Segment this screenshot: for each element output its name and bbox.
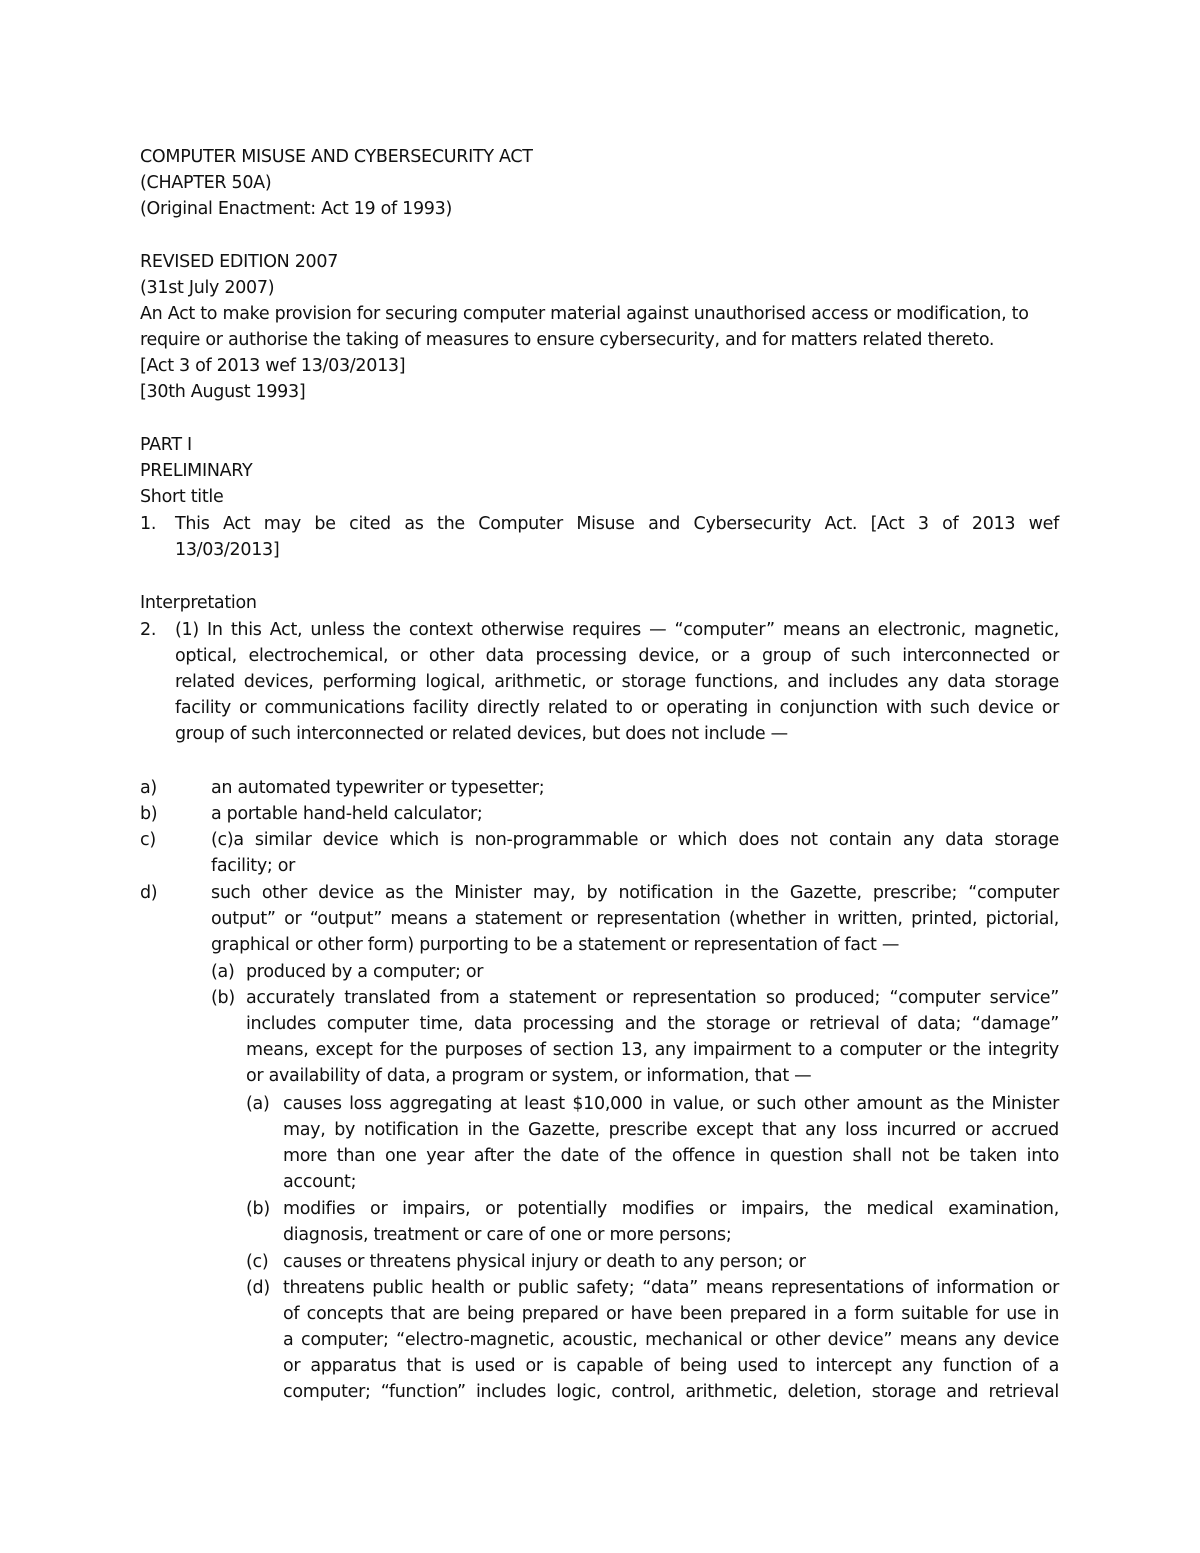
act-title: COMPUTER MISUSE AND CYBERSECURITY ACT [140, 147, 533, 167]
list-item-text: graphical or other form) purporting to be a statement or representation of fact — [211, 935, 900, 955]
subsub-item-label: (c) [246, 1252, 269, 1272]
list-item-text: facility; or [211, 856, 296, 876]
subsub-item-text: a computer; “electro-magnetic, acoustic, mechanical or other device” means any device [283, 1330, 1059, 1350]
list-item-text: an automated typewriter or typesetter; [211, 778, 545, 798]
subsub-item-text: computer; “function” includes logic, control, arithmetic, deletion, storage and retrieval [283, 1382, 1059, 1402]
subsub-item-text: may, by notification in the Gazette, prescribe except that any loss incurred or accrued [283, 1120, 1059, 1140]
chapter-number: (CHAPTER 50A) [140, 173, 272, 193]
edition-date: (31st July 2007) [140, 278, 275, 298]
sub-item-text: means, except for the purposes of section 13, any impairment to a computer or the integrity [246, 1040, 1059, 1060]
subsub-item-label: (a) [246, 1094, 270, 1114]
section-text-line: optical, electrochemical, or other data processing device, or a group of such interconnected or [175, 646, 1059, 666]
part-name: PRELIMINARY [140, 461, 253, 481]
subsub-item-text: or apparatus that is used or is capable of being used to intercept any function of a [283, 1356, 1059, 1376]
section-text-line: facility or communications facility directly related to or operating in conjunction with such device or [175, 698, 1059, 718]
section-heading: Short title [140, 487, 224, 507]
subsub-item-text: more than one year after the date of the offence in question shall not be taken into [283, 1146, 1059, 1166]
section-text-line: related devices, performing logical, arithmetic, or storage functions, and includes any data storage [175, 672, 1059, 692]
list-item-text: such other device as the Minister may, by notification in the Gazette, prescribe; “computer [211, 883, 1059, 903]
subsub-item-text: diagnosis, treatment or care of one or more persons; [283, 1225, 732, 1245]
list-item-label: a) [140, 778, 157, 798]
sub-item-text: or availability of data, a program or system, or information, that — [246, 1066, 812, 1086]
list-item-label: d) [140, 883, 158, 903]
subsub-item-text: causes loss aggregating at least $10,000 in value, or such other amount as the Minister [283, 1094, 1059, 1114]
sub-item-text: accurately translated from a statement or representation so produced; “computer service” [246, 988, 1059, 1008]
subsub-item-text: modifies or impairs, or potentially modifies or impairs, the medical examination, [283, 1199, 1059, 1219]
section-number: 2. [140, 620, 157, 640]
section-text-line: group of such interconnected or related devices, but does not include — [175, 724, 788, 744]
list-item-text: a portable hand-held calculator; [211, 804, 483, 824]
list-item-text: output” or “output” means a statement or representation (whether in written, printed, pictorial, [211, 909, 1059, 929]
sub-item-text: produced by a computer; or [246, 962, 484, 982]
section-number: 1. [140, 514, 157, 534]
amendment-note: [Act 3 of 2013 wef 13/03/2013] [140, 356, 406, 376]
subsub-item-text: causes or threatens physical injury or death to any person; or [283, 1252, 806, 1272]
section-text-line: (1) In this Act, unless the context otherwise requires — “computer” means an electronic, magnetic, [175, 620, 1059, 640]
subsub-item-text: threatens public health or public safety; “data” means representations of information or [283, 1278, 1059, 1298]
list-item-text: (c)a similar device which is non-programmable or which does not contain any data storage [211, 830, 1059, 850]
section-text-line: 13/03/2013] [175, 540, 280, 560]
subsub-item-label: (d) [246, 1278, 270, 1298]
sub-item-label: (b) [211, 988, 235, 1008]
section-text-line: This Act may be cited as the Computer Misuse and Cybersecurity Act. [Act 3 of 2013 wef [175, 514, 1059, 534]
commencement-date: [30th August 1993] [140, 382, 306, 402]
long-title-line: An Act to make provision for securing computer material against unauthorised access or modification, to [140, 304, 1029, 324]
subsub-item-label: (b) [246, 1199, 270, 1219]
original-enactment: (Original Enactment: Act 19 of 1993) [140, 199, 452, 219]
list-item-label: c) [140, 830, 156, 850]
sub-item-label: (a) [211, 962, 235, 982]
subsub-item-text: account; [283, 1172, 357, 1192]
revised-edition: REVISED EDITION 2007 [140, 252, 339, 272]
long-title-line: require or authorise the taking of measures to ensure cybersecurity, and for matters related thereto. [140, 330, 995, 350]
list-item-label: b) [140, 804, 158, 824]
sub-item-text: includes computer time, data processing and the storage or retrieval of data; “damage” [246, 1014, 1059, 1034]
subsub-item-text: of concepts that are being prepared or have been prepared in a form suitable for use in [283, 1304, 1059, 1324]
part-number: PART I [140, 435, 192, 455]
section-heading: Interpretation [140, 593, 257, 613]
